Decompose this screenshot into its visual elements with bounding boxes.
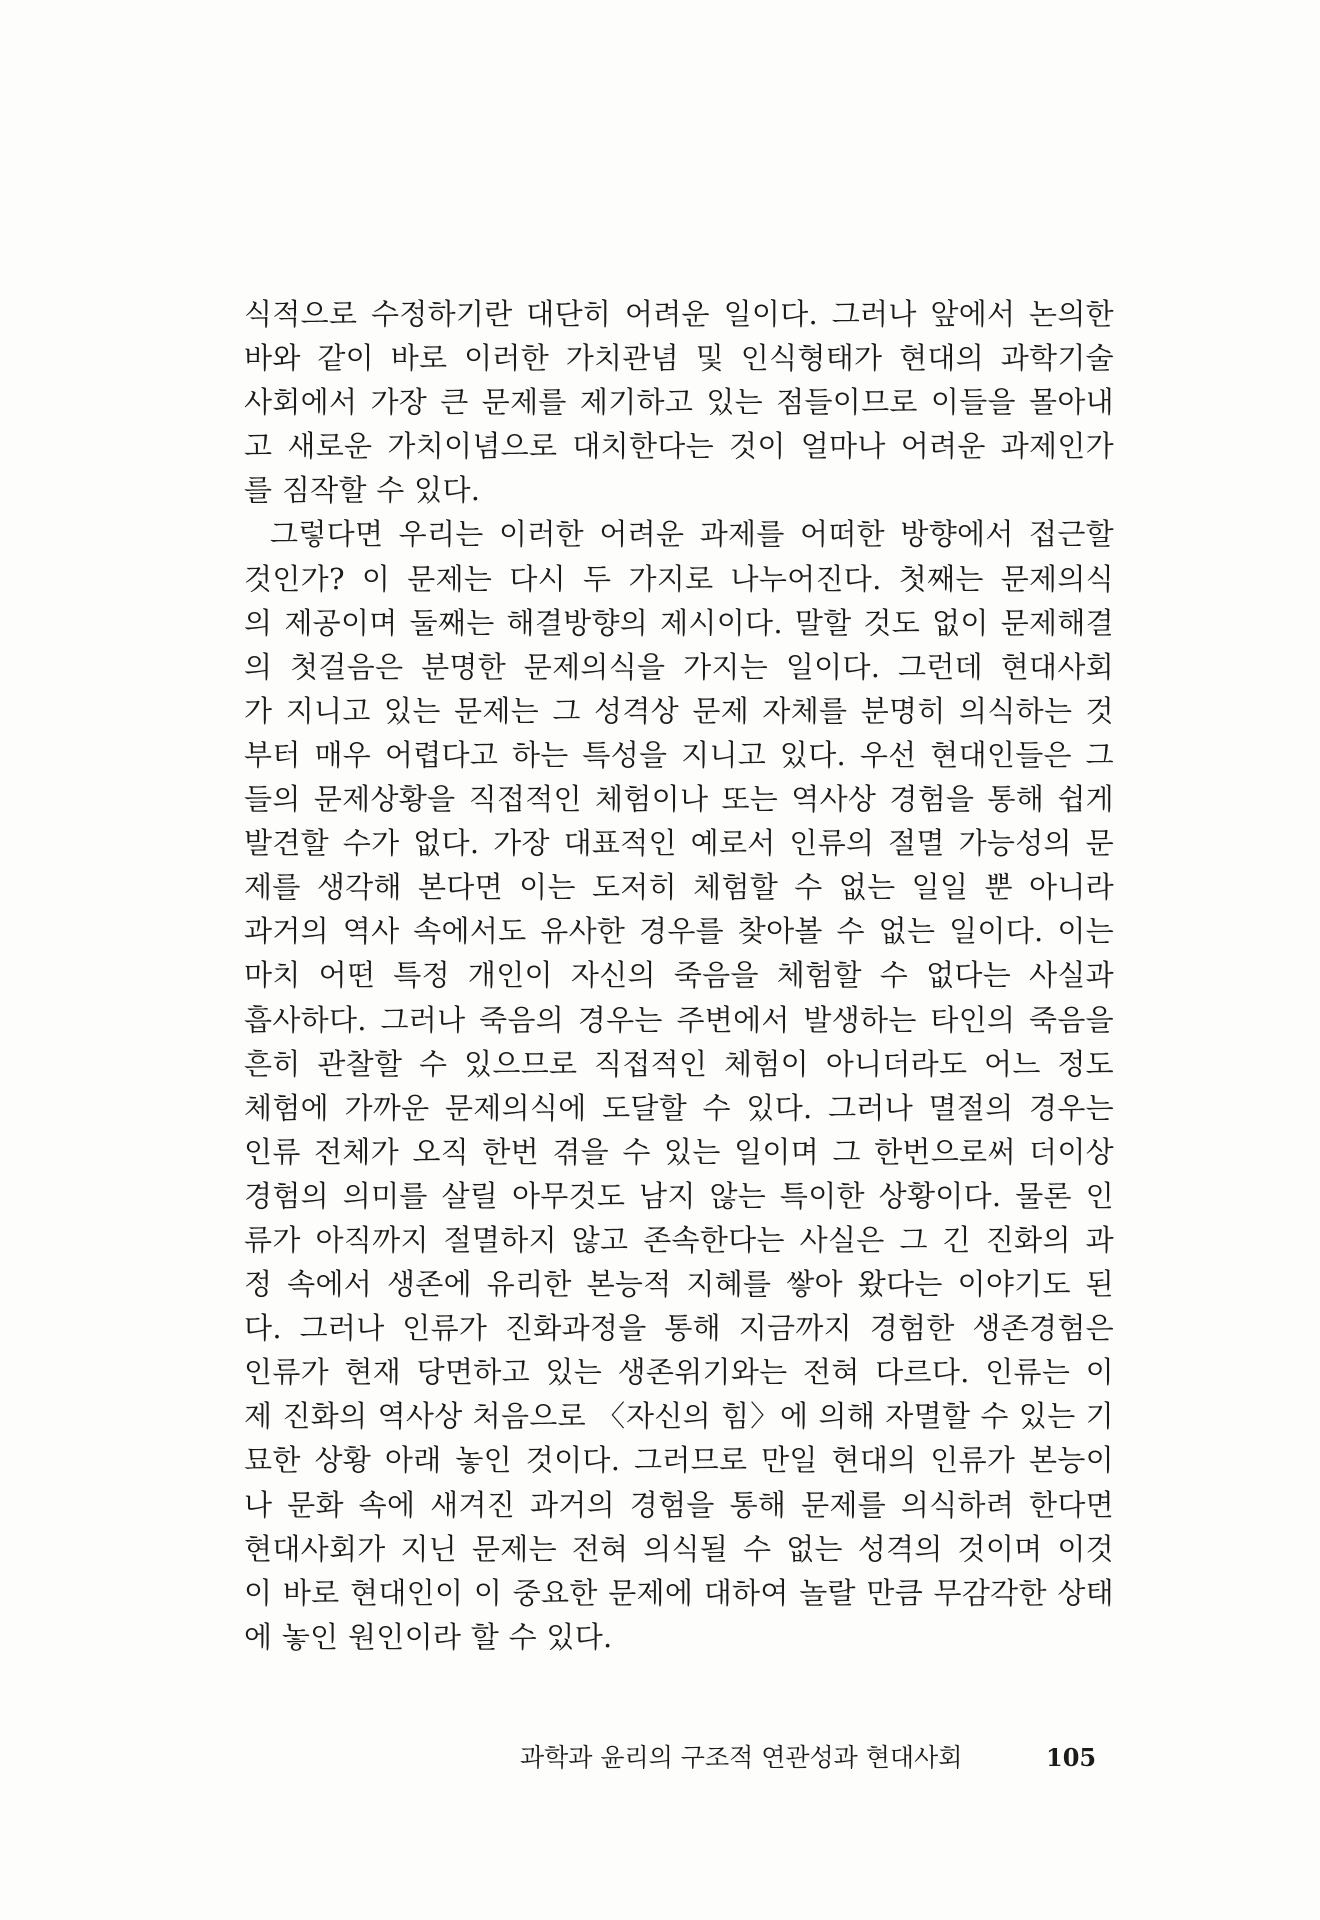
text-line: 흡사하다. 그러나 죽음의 경우는 주변에서 발생하는 타인의 죽음을: [244, 1002, 1114, 1037]
text-line: 정 속에서 생존에 유리한 본능적 지혜를 쌓아 왔다는 이야기도 된: [244, 1267, 1114, 1302]
text-line: 인류가 현재 당면하고 있는 생존위기와는 전혀 다르다. 인류는 이: [244, 1355, 1114, 1390]
text-line: 의 제공이며 둘째는 해결방향의 제시이다. 말할 것도 없이 문제해결: [244, 605, 1114, 640]
text-line: 마치 어떤 특정 개인이 자신의 죽음을 체험할 수 없다는 사실과: [244, 958, 1114, 993]
body-text: [244, 292, 1114, 1659]
text-line: 묘한 상황 아래 놓인 것이다. 그러므로 만일 현대의 인류가 본능이: [244, 1443, 1114, 1478]
text-line: 가 지니고 있는 문제는 그 성격상 문제 자체를 분명히 의식하는 것: [244, 693, 1114, 728]
text-line: 다. 그러나 인류가 진화과정을 통해 지금까지 경험한 생존경험은: [244, 1311, 1114, 1346]
text-line: 에 놓인 원인이라 할 수 있다.: [244, 1619, 613, 1654]
text-line: 고 새로운 가치이념으로 대치한다는 것이 얼마나 어려운 과제인가: [244, 429, 1114, 464]
text-line: 부터 매우 어렵다고 하는 특성을 지니고 있다. 우선 현대인들은 그: [244, 737, 1114, 772]
text-line: 흔히 관찰할 수 있으므로 직접적인 체험이 아니더라도 어느 정도: [244, 1046, 1114, 1081]
text-line: 의 첫걸음은 분명한 문제의식을 가지는 일이다. 그런데 현대사회: [244, 649, 1114, 684]
text-line: 바와 같이 바로 이러한 가치관념 및 인식형태가 현대의 과학기술: [244, 341, 1114, 376]
text-line: 제를 생각해 본다면 이는 도저히 체험할 수 없는 일일 뿐 아니라: [244, 870, 1114, 905]
text-line: 들의 문제상황을 직접적인 체험이나 또는 역사상 경험을 통해 쉽게: [244, 782, 1114, 817]
text-line: 것인가? 이 문제는 다시 두 가지로 나누어진다. 첫째는 문제의식: [244, 561, 1114, 596]
running-head: 과학과 윤리의 구조적 연관성과 현대사회: [520, 1743, 963, 1772]
page-number: 105: [1046, 1743, 1097, 1772]
text-line: 이 바로 현대인이 이 중요한 문제에 대하여 놀랄 만큼 무감각한 상태: [244, 1575, 1114, 1610]
text-line: 나 문화 속에 새겨진 과거의 경험을 통해 문제를 의식하려 한다면: [244, 1487, 1114, 1522]
text-line: 경험의 의미를 살릴 아무것도 남지 않는 특이한 상황이다. 물론 인: [244, 1178, 1114, 1213]
text-line: 과거의 역사 속에서도 유사한 경우를 찾아볼 수 없는 일이다. 이는: [244, 914, 1114, 949]
text-line: 류가 아직까지 절멸하지 않고 존속한다는 사실은 그 긴 진화의 과: [244, 1222, 1114, 1257]
text-line: 제 진화의 역사상 처음으로 〈자신의 힘〉에 의해 자멸할 수 있는 기: [244, 1399, 1114, 1434]
text-line: 인류 전체가 오직 한번 겪을 수 있는 일이며 그 한번으로써 더이상: [244, 1134, 1114, 1169]
page-footer: [520, 1738, 1095, 1778]
text-line: 현대사회가 지닌 문제는 전혀 의식될 수 없는 성격의 것이며 이것: [244, 1531, 1114, 1566]
text-line: 발견할 수가 없다. 가장 대표적인 예로서 인류의 절멸 가능성의 문: [244, 826, 1114, 861]
text-line: 사회에서 가장 큰 문제를 제기하고 있는 점들이므로 이들을 몰아내: [244, 385, 1114, 420]
text-line: 를 짐작할 수 있다.: [244, 473, 481, 508]
text-line: 식적으로 수정하기란 대단히 어려운 일이다. 그러나 앞에서 논의한: [244, 297, 1114, 331]
text-line: 그렇다면 우리는 이러한 어려운 과제를 어떠한 방향에서 접근할: [270, 517, 1114, 552]
text-line: 체험에 가까운 문제의식에 도달할 수 있다. 그러나 멸절의 경우는: [244, 1090, 1114, 1125]
